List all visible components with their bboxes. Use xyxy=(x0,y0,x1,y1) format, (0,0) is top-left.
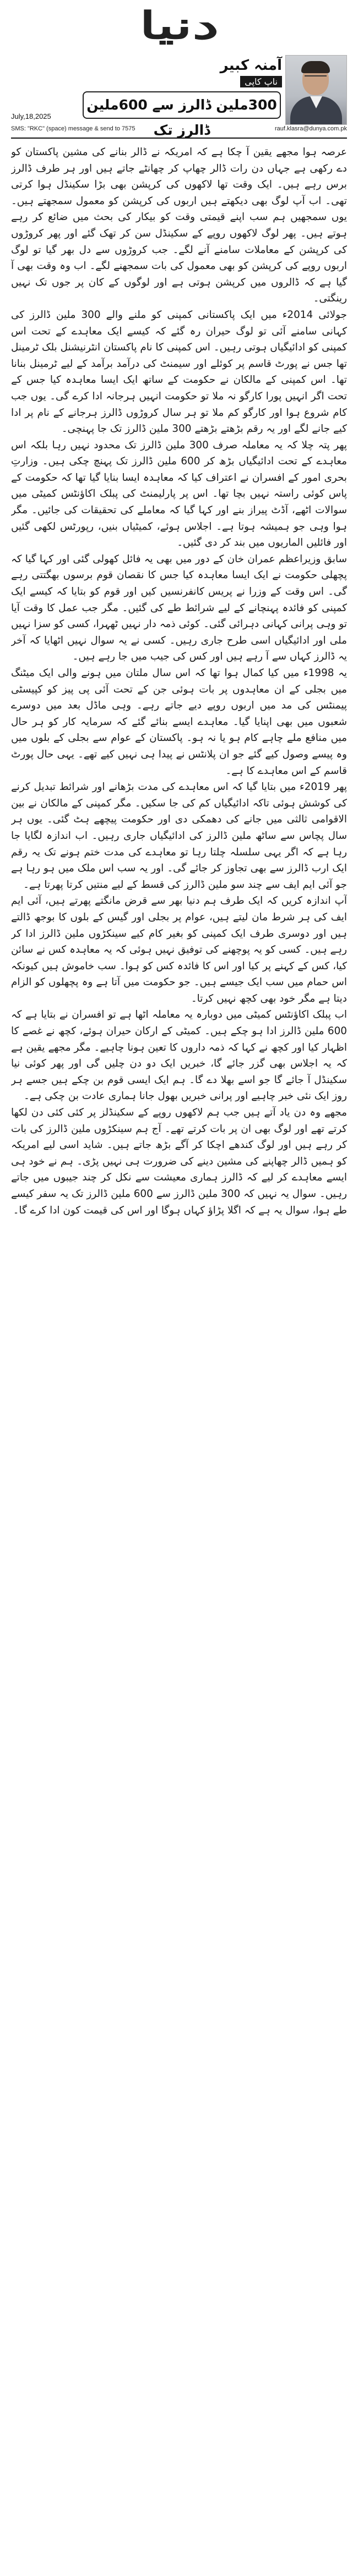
article-paragraph: یہ 1998ء میں کیا کمال ہوا تھا کہ اس سال ملتان میں ہونے والی ایک میٹنگ میں بجلی کے ان معاہدوں پر بات ہوئی جن کے تحت آئی پی پیز کو کپیسٹی پیمنٹس کی مد میں اربوں روپے دیے جاتے رہے۔ وہی ماڈل بعد میں دوسرے شعبوں میں بھی اپنایا گیا۔ معاہدے ایسے بنائے گئے کہ سرمایہ کار کو ہر حال میں منافع ملے چاہے کام ہو یا نہ ہو۔ پاکستان کے عوام سے بجلی کے بلوں میں وہ پیسے وصول کیے گئے جو ان پلانٹس نے پیدا ہی نہیں کیے تھے۔ یہی حال پورٹ قاسم کے اس معاہدے کا ہے۔ xyxy=(11,667,347,777)
article-paragraph: جولائی 2014ء میں ایک پاکستانی کمپنی کو ملنے والے 300 ملین ڈالرز کی کہانی سامنے آئی تو لوگ حیران رہ گئے کہ کیسے ایک معاہدے کے تحت اس کمپنی کو ادائیگیاں ہوتی رہیں۔ اس کمپنی کا نام پاکستان انٹرنیشنل بلک ٹرمینل تھا جس نے پورٹ قاسم پر کوئلے اور سیمنٹ کی درآمد برآمد کے لیے ٹرمینل بنانا تھا۔ اس کمپنی کے مالکان نے حکومت کے ساتھ ایک ایسا معاہدہ کیا جس کے تحت اگر انہیں پورا کارگو نہ ملا تو حکومت انہیں ہرجانہ ادا کرے گی۔ یوں جب کام شروع ہوا اور کارگو کم ملا تو ہر سال کروڑوں ڈالرز ہرجانے کے نام پر ادا کیے جانے لگے اور یہ رقم بڑھتے بڑھتے 300 ملین ڈالرز تک جا پہنچی۔ xyxy=(11,309,347,435)
article-paragraph: پھر پتہ چلا کہ یہ معاملہ صرف 300 ملین ڈالرز تک محدود نہیں رہا بلکہ اس معاہدے کے تحت ادائیگیاں بڑھ کر 600 ملین ڈالرز تک پہنچ چکی ہیں۔ وزارتِ بحری امور کے افسران نے اعتراف کیا کہ معاہدہ ایسا بنایا گیا تھا کہ حکومت کے پاس کوئی راستہ نہیں بچا تھا۔ اس پر پارلیمنٹ کی پبلک اکاؤنٹس کمیٹی میں سوالات اٹھے، آڈٹ پیراز بنے اور کہا گیا کہ معاملے کی تحقیقات کی جائیں۔ مگر ہوا وہی جو ہمیشہ ہوتا ہے۔ اجلاس ہوئے، کمیٹیاں بنیں، رپورٹس لکھی گئیں اور فائلیں الماریوں میں بند کر دی گئیں۔ xyxy=(11,439,347,549)
article-paragraph: اب پبلک اکاؤنٹس کمیٹی میں دوبارہ یہ معاملہ اٹھا ہے تو افسران نے بتایا ہے کہ 600 ملین ڈالرز ادا ہو چکے ہیں۔ کمیٹی کے ارکان حیران ہوئے، کچھ نے غصے کا اظہار کیا اور کچھ نے کہا کہ ذمہ داروں کا تعین ہونا چاہیے۔ مگر مجھے یقین ہے کہ یہ اجلاس بھی گزر جائے گا، خبریں ایک دو دن چلیں گی اور پھر کوئی نیا سکینڈل آ جائے گا جو اسے بھلا دے گا۔ ہم ایک ایسی قوم بن چکے ہیں جسے ہر روز ایک نئی خبر چاہیے اور پرانی خبریں بھول جانا ہماری عادت بن چکی ہے۔ xyxy=(11,1009,347,1102)
photo-glasses xyxy=(305,75,327,82)
author-name: آمنہ کبیر xyxy=(220,57,282,74)
article-paragraph: عرصہ ہوا مجھے یقین آ چکا ہے کہ امریکہ نے ڈالر بنانے کی مشین پاکستان کو دے رکھی ہے جہاں دن رات ڈالر چھاپ کر چھانٹے جاتے ہیں اور ہر طرف ڈالرز برس رہے ہیں۔ ایک وقت تھا لاکھوں کی کرپشن بھی بڑا سکینڈل ہوا کرتی تھی۔ اب آپ لوگ بھی دیکھتے ہیں اربوں کی کرپشن کو معمول سمجھتے ہیں۔ یوں سمجھیں ہم سب اپنے قیمتی وقت کو بیکار کی بحث میں ضائع کر رہے ہوتے ہیں۔ پھر لوگ لاکھوں روپے کے سکینڈل سن کر تھک گئے اور پھر کروڑوں کی کرپشن کے معاملات سامنے آنے لگے۔ جب کروڑوں سے دل بھر گیا تو لوگ اربوں روپے کی کرپشن کو بھی معمول کی بات سمجھنے لگے۔ اب وہ وقت بھی آ گیا ہے کہ ڈالروں میں کرپشن ہوتی ہے اور لوگوں کے کان پر جوں تک نہیں رینگتی۔ xyxy=(11,146,347,305)
author-email[interactable]: rauf.klasra@dunya.com.pk xyxy=(274,125,347,132)
masthead xyxy=(11,4,347,47)
column-badge: ناپ کاپی xyxy=(240,76,282,87)
publish-date: July,18,2025 xyxy=(11,112,51,120)
article-paragraph: سابق وزیراعظم عمران خان کے دور میں بھی یہ فائل کھولی گئی اور کہا گیا کہ پچھلی حکومت نے ایک ایسا معاہدہ کیا جس کا نقصان قوم برسوں بھگتتی رہے گی۔ اس وقت کے وزرا نے پریس کانفرنسیں کیں اور قوم کو بتایا کہ کیسے ایک کمپنی کو فائدہ پہنچانے کے لیے شرائط طے کی گئیں۔ مگر جب عمل کا وقت آیا تو وہی پرانی کہانی دہرائی گئی۔ کوئی ذمہ دار نہیں ٹھہرا، کسی کو سزا نہیں ملی اور ادائیگیاں اسی طرح جاری رہیں۔ کسی نے یہ سوال نہیں اٹھایا کہ آخر یہ ڈالرز کہاں سے آ رہے ہیں اور کس کی جیب میں جا رہے ہیں۔ xyxy=(11,553,347,663)
logo-text: دنیا xyxy=(139,4,219,48)
newspaper-logo xyxy=(11,4,347,47)
article-paragraph: آپ اندازہ کریں کہ ایک طرف ہم دنیا بھر سے قرض مانگتے پھرتے ہیں، آئی ایم ایف کی ہر شرط مان لیتے ہیں، عوام پر بجلی اور گیس کے بلوں کا بوجھ ڈالتے ہیں اور دوسری طرف ایک کمپنی کو بغیر کام کیے سینکڑوں ملین ڈالرز ادا کر رہے ہیں۔ کسی کو یہ پوچھنے کی توفیق نہیں ہوئی کہ یہ معاہدہ کس نے سائن کیا، کس کے کہنے پر کیا اور اس کا فائدہ کس کو ہوا۔ سب خاموش ہیں کیونکہ اس حمام میں سب ایک جیسے ہیں۔ جو حکومت میں آتا ہے وہ پچھلوں کو الزام دیتا ہے مگر خود بھی کچھ نہیں کرتا۔ xyxy=(11,895,347,1004)
photo-hair xyxy=(301,61,330,73)
article-paragraph: مجھے وہ دن یاد آتے ہیں جب ہم لاکھوں روپے کے سکینڈلز پر کئی کئی دن لکھا کرتے تھے اور لوگ بھی ان پر بات کرتے تھے۔ آج ہم سینکڑوں ملین ڈالرز کی بات کر رہے ہیں اور لوگ کندھے اچکا کر آگے بڑھ جاتے ہیں۔ شاید اسی لیے امریکہ کو ہمیں ڈالر چھاپنے کی مشین دینے کی ضرورت ہی نہیں پڑی۔ ہم نے خود ہی ایسے معاہدے کر لیے کہ ڈالرز ہماری معیشت سے نکل کر چند جیبوں میں جاتے رہیں۔ سوال یہ نہیں کہ 300 ملین ڈالرز سے 600 ملین ڈالرز تک یہ سفر کیسے طے ہوا، سوال یہ ہے کہ اگلا پڑاؤ کہاں ہوگا اور اس کی قیمت کون ادا کرے گا۔ xyxy=(11,1107,347,1216)
article-body xyxy=(11,144,347,2553)
byline xyxy=(210,56,282,90)
headline: 300ملین ڈالرز سے 600ملین ڈالرز تک xyxy=(83,91,281,119)
article-paragraph: پھر 2019ء میں بتایا گیا کہ اس معاہدے کی مدت بڑھانے اور شرائط تبدیل کرنے کی کوشش ہوئی تاکہ ادائیگیاں کم کی جا سکیں۔ مگر کمپنی کے مالکان نے بین الاقوامی ثالثی میں جانے کی دھمکی دی اور حکومت پیچھے ہٹ گئی۔ یوں ہر سال پچاس سے ساٹھ ملین ڈالرز کی ادائیگیاں جاری رہیں۔ اب اندازہ لگایا جا رہا ہے کہ اگر یہی سلسلہ چلتا رہا تو معاہدے کی مدت ختم ہونے تک یہ رقم ایک ارب ڈالرز سے بھی تجاوز کر جائے گی۔ اور یہ سب اس ملک میں ہو رہا ہے جو آئی ایم ایف سے چند سو ملین ڈالرز کی قسط کے لیے منتیں کرتا پھرتا ہے۔ xyxy=(11,781,347,891)
contact-row xyxy=(11,124,347,135)
header-divider xyxy=(11,138,347,139)
sms-info: SMS: "RKC" (space) message & send to 7575 xyxy=(11,125,135,132)
author-photo xyxy=(285,55,347,125)
